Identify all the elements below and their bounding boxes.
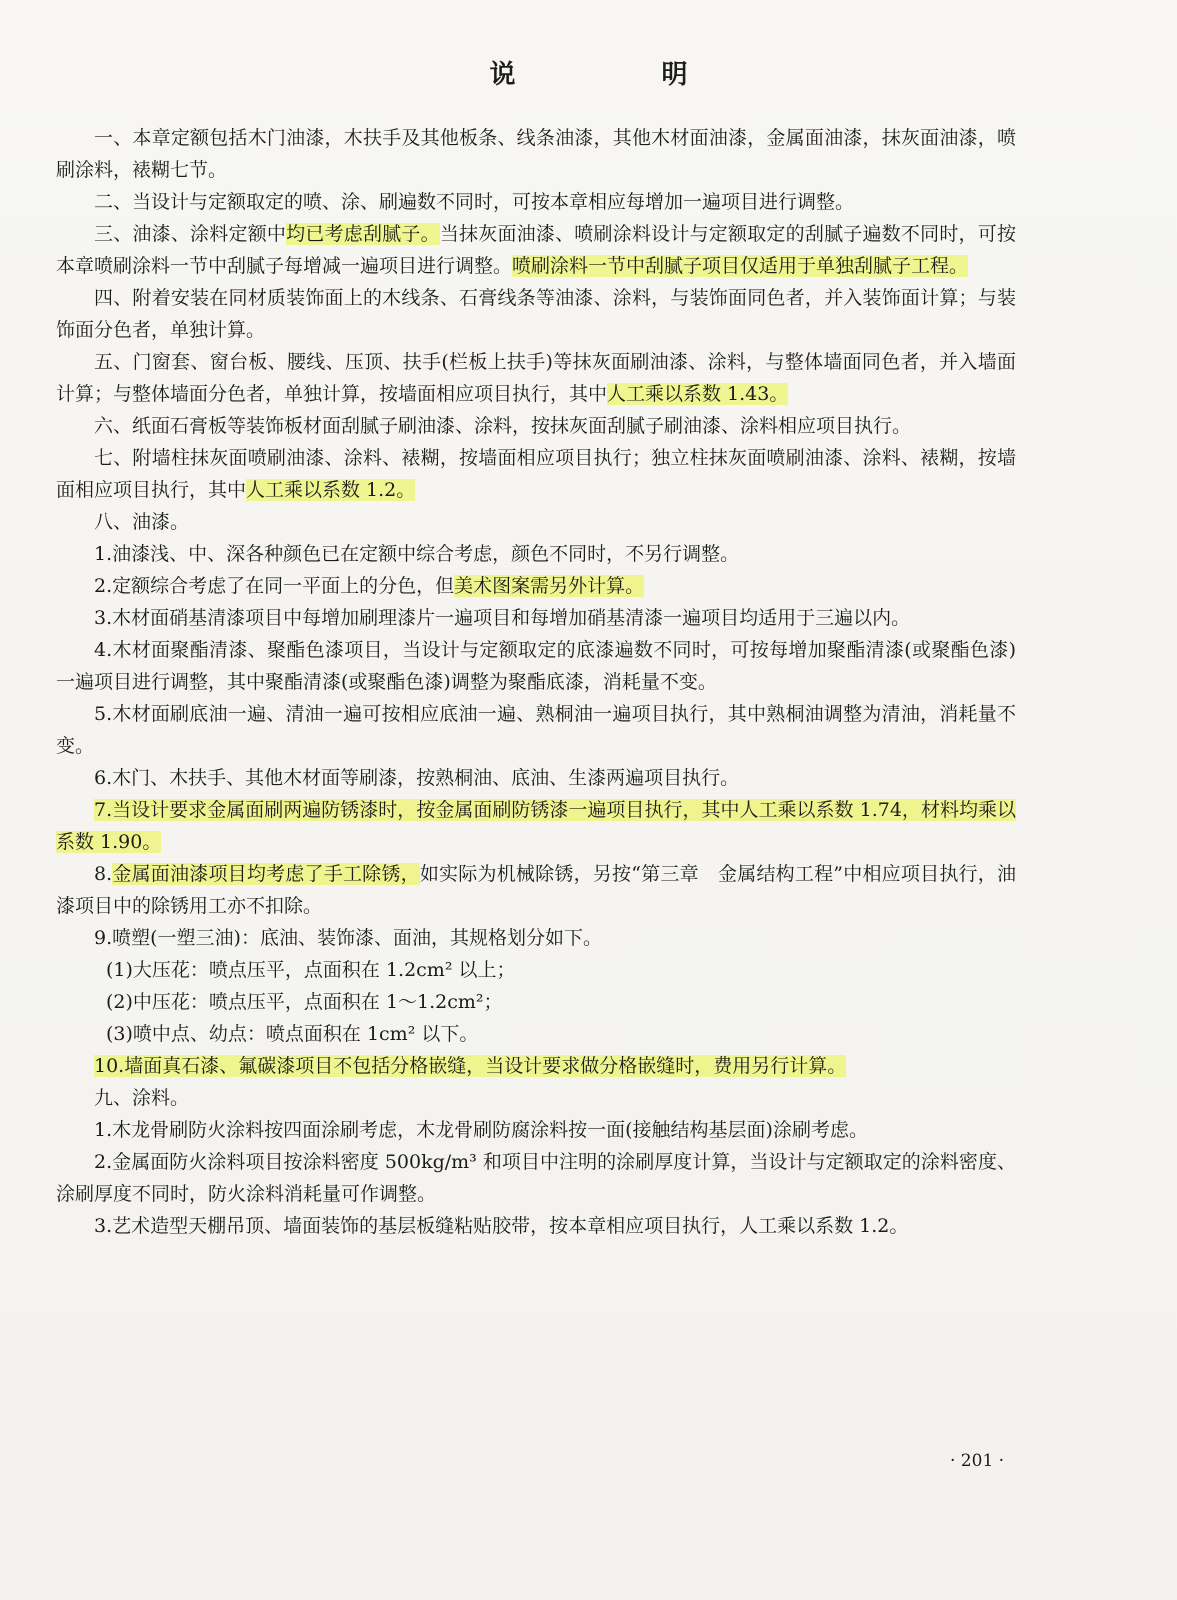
paragraph-p3 [56, 218, 1016, 282]
paragraph-p8-2 [56, 570, 1016, 602]
page-number: · 201 · [950, 1451, 1005, 1471]
paragraph-p8-1 [56, 538, 1016, 570]
text-segment: 二、当设计与定额取定的喷、涂、刷遍数不同时，可按本章相应每增加一遍项目进行调整。 [94, 191, 855, 213]
paragraph-p8-10 [56, 1050, 1016, 1082]
paragraph-p8 [56, 506, 1016, 538]
text-segment: 1.木龙骨刷防火涂料按四面涂刷考虑，木龙骨刷防腐涂料按一面(接触结构基层面)涂刷考虑。 [94, 1119, 868, 1141]
text-segment: 三、油漆、涂料定额中 [94, 223, 287, 245]
paragraph-p4 [56, 282, 1016, 346]
paragraph-p9-1 [56, 1114, 1016, 1146]
text-segment: 八、油漆。 [94, 511, 190, 533]
text-segment: 2.金属面防火涂料项目按涂料密度 500kg/m³ 和项目中注明的涂刷厚度计算，当设计与定额取定的涂料密度、涂刷厚度不同时，防火涂料消耗量可作调整。 [56, 1151, 1016, 1205]
text-segment: 七、附墙柱抹灰面喷刷油漆、涂料、裱糊，按墙面相应项目执行；独立柱抹灰面喷刷油漆、涂料、裱糊，按墙面相应项目执行，其中 [56, 447, 1016, 501]
text-segment: 当抹灰面油漆、喷刷涂料设计与定额取定的刮腻子遍数不同时，可按本章喷刷涂料一节中刮腻子每增减一遍项目进行调整。 [56, 223, 1016, 277]
text-segment: 四、附着安装在同材质装饰面上的木线条、石膏线条等油漆、涂料，与装饰面同色者，并入装饰面计算；与装饰面分色者，单独计算。 [56, 287, 1016, 341]
text-segment: 如实际为机械除锈，另按“第三章 金属结构工程”中相应项目执行，油漆项目中的除锈用工亦不扣除。 [56, 863, 1016, 917]
highlighted-text: 喷刷涂料一节中刮腻子项目仅适用于单独刮腻子工程。 [512, 255, 969, 277]
paragraph-p9 [56, 1082, 1016, 1114]
paragraph-p8-6 [56, 762, 1016, 794]
paragraph-p2 [56, 186, 1016, 218]
text-segment: 5.木材面刷底油一遍、清油一遍可按相应底油一遍、熟桐油一遍项目执行，其中熟桐油调整为清油，消耗量不变。 [56, 703, 1016, 757]
text-segment: 2.定额综合考虑了在同一平面上的分色，但 [94, 575, 455, 597]
text-segment: 9.喷塑(一塑三油)：底油、装饰漆、面油，其规格划分如下。 [94, 927, 602, 949]
paragraph-p8-5 [56, 698, 1016, 762]
paragraph-p8-9a [56, 954, 1016, 986]
highlighted-text: 均已考虑刮腻子。 [286, 223, 440, 245]
paragraph-p1 [56, 122, 1016, 186]
text-segment: 六、纸面石膏板等装饰板材面刮腻子刷油漆、涂料，按抹灰面刮腻子刷油漆、涂料相应项目执行。 [94, 415, 912, 437]
paragraph-p9-2 [56, 1146, 1016, 1210]
text-segment: 3.木材面硝基清漆项目中每增加刷理漆片一遍项目和每增加硝基清漆一遍项目均适用于三遍以内。 [94, 607, 911, 629]
paragraph-p5 [56, 346, 1016, 410]
text-segment: (2)中压花：喷点压平，点面积在 1～1.2cm²； [106, 991, 503, 1013]
page-title: 说 明 [489, 60, 748, 90]
text-segment: 3.艺术造型天棚吊顶、墙面装饰的基层板缝粘贴胶带，按本章相应项目执行，人工乘以系数 1.2。 [94, 1215, 909, 1237]
text-segment: 6.木门、木扶手、其他木材面等刷漆，按熟桐油、底油、生漆两遍项目执行。 [94, 767, 740, 789]
paragraph-p8-8 [56, 858, 1016, 922]
text-segment: 五、门窗套、窗台板、腰线、压顶、扶手(栏板上扶手)等抹灰面刷油漆、涂料，与整体墙面同色者，并入墙面计算；与整体墙面分色者，单独计算，按墙面相应项目执行，其中 [56, 351, 1016, 405]
text-segment: 1.油漆浅、中、深各种颜色已在定额中综合考虑，颜色不同时，不另行调整。 [94, 543, 740, 565]
paragraph-p8-3 [56, 602, 1016, 634]
highlighted-text: 人工乘以系数 1.43。 [607, 383, 789, 405]
highlighted-text: 人工乘以系数 1.2。 [246, 479, 416, 501]
highlighted-text: 美术图案需另外计算。 [454, 575, 645, 597]
text-segment: 8. [94, 863, 113, 885]
text-segment: (3)喷中点、幼点：喷点面积在 1cm² 以下。 [106, 1023, 479, 1045]
paragraph-p8-9c [56, 1018, 1016, 1050]
highlighted-text: 7.当设计要求金属面刷两遍防锈漆时，按金属面刷防锈漆一遍项目执行，其中人工乘以系数 1.74，材料均乘以系数 1.90。 [56, 799, 1016, 853]
paragraph-p8-4 [56, 634, 1016, 698]
paragraph-p9-3 [56, 1210, 1016, 1242]
highlighted-text: 10.墙面真石漆、氟碳漆项目不包括分格嵌缝，当设计要求做分格嵌缝时，费用另行计算。 [94, 1055, 847, 1077]
text-segment: (1)大压花：喷点压平，点面积在 1.2cm² 以上； [106, 959, 516, 981]
text-segment: 九、涂料。 [94, 1087, 190, 1109]
paragraph-p8-9b [56, 986, 1016, 1018]
text-segment: 4.木材面聚酯清漆、聚酯色漆项目，当设计与定额取定的底漆遍数不同时，可按每增加聚酯清漆(或聚酯色漆)一遍项目进行调整，其中聚酯清漆(或聚酯色漆)调整为聚酯底漆，消耗量不变。 [56, 639, 1016, 693]
paragraph-p6 [56, 410, 1016, 442]
highlighted-text: 金属面油漆项目均考虑了手工除锈， [112, 863, 420, 885]
text-segment: 一、本章定额包括木门油漆，木扶手及其他板条、线条油漆，其他木材面油漆，金属面油漆，抹灰面油漆，喷刷涂料，裱糊七节。 [56, 127, 1016, 181]
paragraph-p8-9 [56, 922, 1016, 954]
paragraph-p8-7 [56, 794, 1016, 858]
paragraph-p7 [56, 442, 1016, 506]
explanation-body [56, 122, 1016, 1242]
